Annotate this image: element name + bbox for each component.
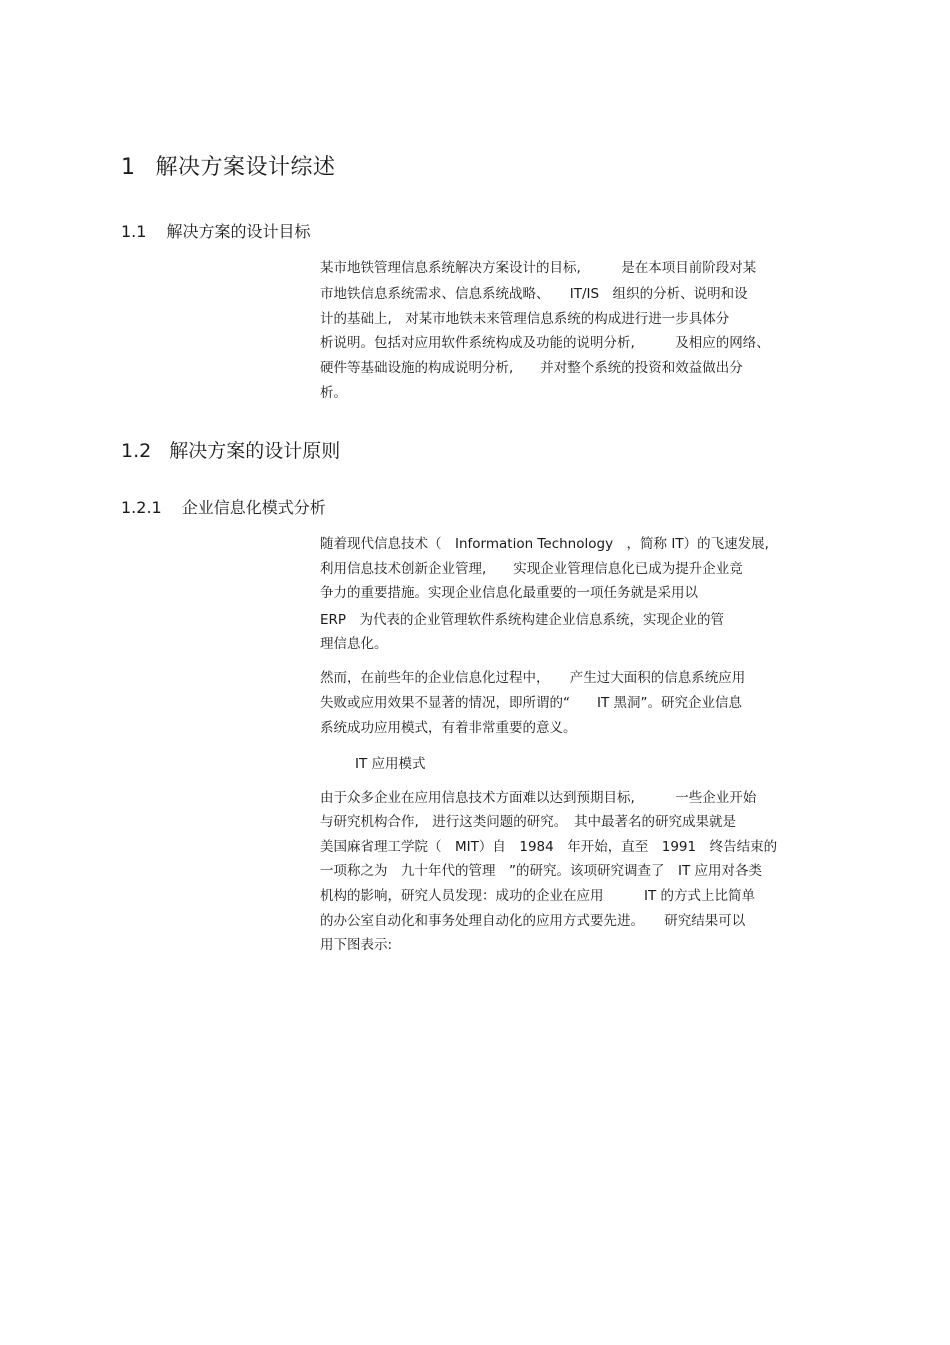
text-line: 的办公室自动化和事务处理自动化的应用方式要先进。 研究结果可以 (320, 913, 746, 929)
text-line: 与研究机构合作, 进行这类问题的研究。 其中最著名的研究成果就是 (320, 814, 737, 830)
section-title: 企业信息化模式分析 (181, 498, 326, 517)
text-line: 随着现代信息技术（ Information Technology ，简称 IT）的飞速发展, (320, 536, 769, 552)
text-line: 计的基础上, 对某市地铁未来管理信息系统的构成进行进一步具体分 (320, 311, 730, 327)
section-1-2-1-heading (121, 495, 326, 518)
section-number: 1.2 (121, 440, 152, 462)
section-number: 1.1 (121, 222, 147, 241)
section-title: 解决方案的设计目标 (166, 222, 311, 241)
text-line: 一项称之为 九十年代的管理 ”的研究。该项研究调查了 IT 应用对各类 (320, 863, 763, 879)
text-line: 系统成功应用模式，有着非常重要的意义。 (320, 720, 577, 736)
heading-title: 解决方案设计综述 (155, 155, 336, 180)
text-line: ERP 为代表的企业管理软件系统构建企业信息系统，实现企业的管 (320, 612, 725, 628)
text-line: 理信息化。 (320, 636, 388, 652)
text-line: 用下图表示: (320, 937, 393, 953)
text-line: 失败或应用效果不显著的情况，即所谓的“ IT 黑洞”。研究企业信息 (320, 695, 743, 711)
heading-number: 1 (121, 155, 136, 180)
section-number: 1.2.1 (121, 498, 162, 517)
text-line: 由于众多企业在应用信息技术方面难以达到预期目标, 一些企业开始 (320, 790, 757, 806)
text-line: 某市地铁管理信息系统解决方案设计的目标, 是在本项目前阶段对某 (320, 260, 757, 276)
heading-1 (121, 150, 336, 181)
subheading-it-application-mode: IT 应用模式 (355, 756, 426, 772)
text-line: 美国麻省理工学院（ MIT）自 1984 年开始，直至 1991 终告结束的 (320, 839, 778, 855)
text-line: 析说明。包括对应用软件系统构成及功能的说明分析, 及相应的网络、 (320, 335, 770, 351)
text-line: 析。 (320, 385, 347, 401)
text-line: 机构的影响，研究人员发现：成功的企业在应用 IT 的方式上比简单 (320, 888, 756, 904)
text-line: 争力的重要措施。实现企业信息化最重要的一项任务就是采用以 (320, 585, 698, 601)
text-line: 利用信息技术创新企业管理, 实现企业管理信息化已成为提升企业竞 (320, 561, 743, 577)
section-title: 解决方案的设计原则 (169, 440, 341, 462)
text-line: 然而，在前些年的企业信息化过程中， 产生过大面积的信息系统应用 (320, 670, 746, 686)
text-line: 市地铁信息系统需求、信息系统战略、 IT/IS 组织的分析、说明和设 (320, 286, 748, 302)
section-1-1-heading (121, 219, 310, 242)
section-1-2-heading (121, 436, 340, 463)
text-line: 硬件等基础设施的构成说明分析, 并对整个系统的投资和效益做出分 (320, 360, 743, 376)
